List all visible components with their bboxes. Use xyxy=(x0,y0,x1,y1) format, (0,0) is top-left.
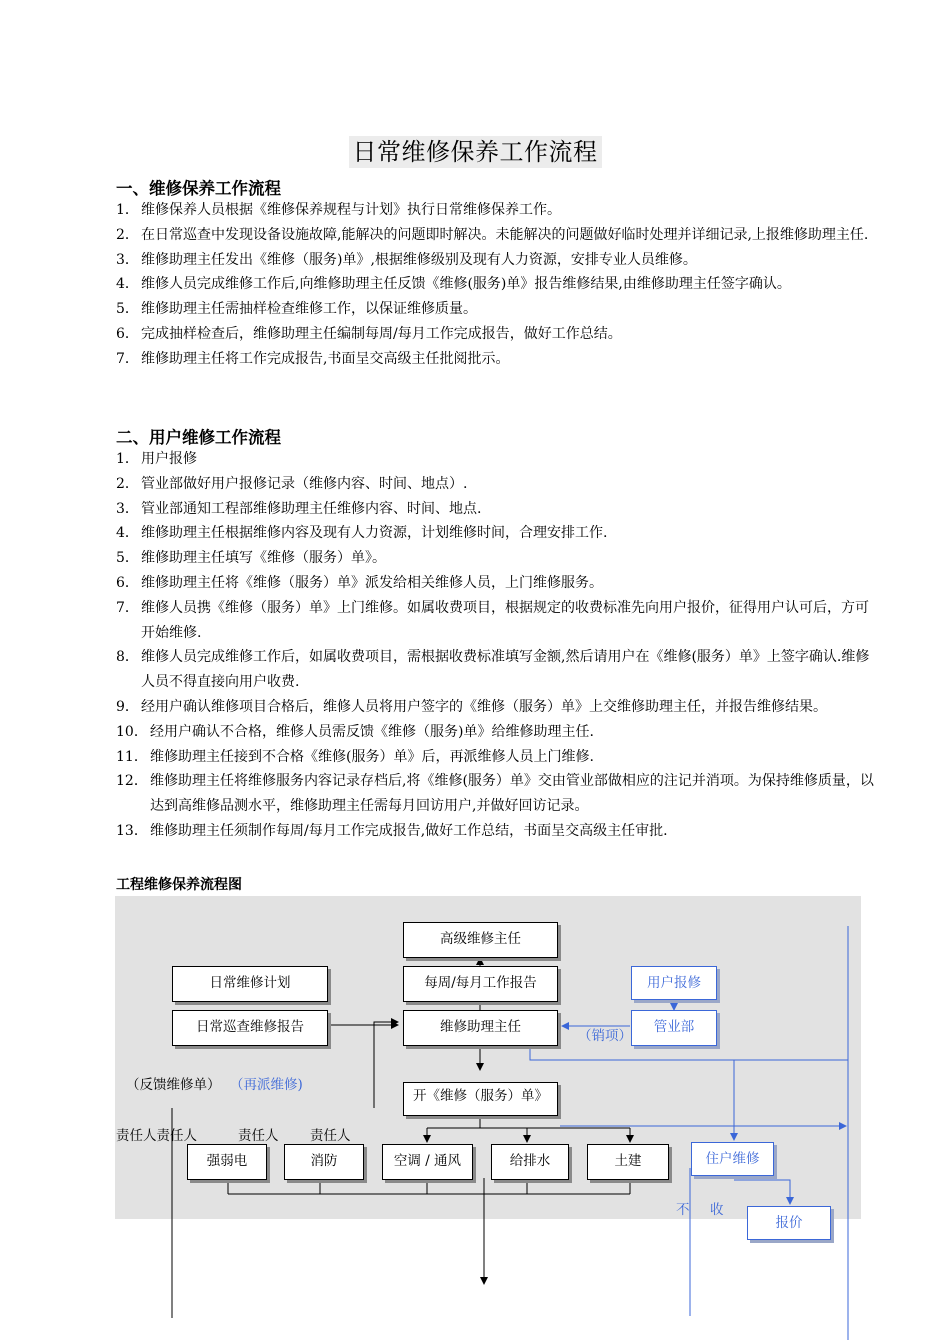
list-item-text: 维修助理主任接到不合格《维修(服务）单》后，再派维修人员上门维修. xyxy=(150,748,594,765)
list-item-text: 维修助理主任将工作完成报告,书面呈交高级主任批阅批示。 xyxy=(141,350,510,367)
list-item-number: 7． xyxy=(116,599,139,616)
label-feedback: （反馈维修单） xyxy=(126,1077,221,1093)
list-item-text: 维修助理主任根据维修内容及现有人力资源，计划维修时间，合理安排工作. xyxy=(141,525,608,542)
list-item-text: 维修保养人员根据《维修保养规程与计划》执行日常维修保养工作。 xyxy=(141,202,561,218)
list-item-number: 4． xyxy=(116,276,139,293)
list-item-text: 经用户确认维修项目合格后，维修人员将用户签字的《维修（服务）单》上交维修助理主任，并报告维修结果。 xyxy=(141,698,827,715)
list-item-number: 2． xyxy=(116,226,139,243)
list-item-number: 5． xyxy=(116,301,139,318)
list-item-text: 维修人员完成维修工作后，如属收费项目，需根据收费标准填写金额,然后请用户在《维修(服务）单》上签字确认.维修人员不得直接向用户收费. xyxy=(141,649,870,691)
box-electrical: 强弱电 xyxy=(187,1144,267,1180)
box-hvac: 空调 / 通风 xyxy=(382,1144,473,1180)
box-daily-inspection: 日常巡查维修报告 xyxy=(172,1010,328,1046)
list-item-text: 在日常巡查中发现设备设施故障,能解决的问题即时解决。未能解决的问题做好临时处理并详细记录,上报维修助理主任. xyxy=(141,226,869,243)
list-item-number: 8． xyxy=(116,649,139,666)
label-responsible-2: 责任人 xyxy=(238,1128,279,1144)
list-item-text: 维修助理主任发出《维修（服务)单》,根据维修级别及现有人力资源，安排专业人员维修。 xyxy=(141,251,697,268)
box-quote: 报价 xyxy=(747,1206,831,1240)
box-senior-supervisor: 高级维修主任 xyxy=(403,922,558,958)
label-responsible-3: 责任人 xyxy=(310,1128,351,1144)
list-item-number: 13． xyxy=(116,822,148,839)
arrow-feedback-loop xyxy=(374,1022,398,1108)
list-item-text: 维修人员携《维修（服务）单》上门维修。如属收费项目，根据规定的收费标准先向用户报价，征得用户认可后，方可开始维修. xyxy=(141,599,869,641)
list-item-number: 10． xyxy=(116,723,148,740)
box-daily-plan: 日常维修计划 xyxy=(172,966,328,1002)
list-item-number: 3． xyxy=(116,251,139,268)
page-title: 日常维修保养工作流程 xyxy=(0,132,950,167)
list-item-text: 经用户确认不合格，维修人员需反馈《维修（服务)单》给维修助理主任. xyxy=(150,723,594,740)
section-2-heading: 二、用户维修工作流程 xyxy=(116,428,281,447)
section-1-heading: 一、维修保养工作流程 xyxy=(116,179,281,198)
list-item-number: 4． xyxy=(116,525,139,542)
label-charge: 收 xyxy=(710,1202,724,1218)
list-item-number: 7． xyxy=(116,350,139,367)
label-no: 不 xyxy=(676,1202,690,1218)
list-item-number: 11． xyxy=(116,748,148,765)
list-item-number: 9． xyxy=(116,698,139,715)
list-item-text: 管业部通知工程部维修助理主任维修内容、时间、地点. xyxy=(141,500,482,517)
list-item-text: 维修助理主任将《维修（服务）单》派发给相关维修人员，上门维修服务。 xyxy=(141,574,603,591)
box-management-dept: 管业部 xyxy=(631,1010,717,1046)
list-item-text: 维修助理主任填写《维修（服务）单》。 xyxy=(141,550,386,567)
list-item-number: 3． xyxy=(116,500,139,517)
list-item-text: 维修助理主任须制作每周/每月工作完成报告,做好工作总结，书面呈交高级主任审批. xyxy=(150,822,668,839)
label-redispatch: （再派维修) xyxy=(230,1077,303,1093)
box-plumbing: 给排水 xyxy=(491,1144,569,1180)
list-item-number: 5． xyxy=(116,550,139,567)
list-item-text: 维修助理主任需抽样检查维修工作，以保证维修质量。 xyxy=(141,301,477,318)
box-weekly-report: 每周/每月工作报告 xyxy=(403,966,558,1002)
box-assistant-supervisor: 维修助理主任 xyxy=(403,1010,558,1046)
list-item-text: 维修人员完成维修工作后,向维修助理主任反馈《维修(服务)单》报告维修结果,由维修助理主任签字确认。 xyxy=(141,276,791,293)
list-item-number: 2． xyxy=(116,475,139,492)
list-item-text: 维修助理主任将维修服务内容记录存档后,将《维修(服务）单》交由管业部做相应的注记并消项。为保持维修质量，以达到高维修品测水平，维修助理主任需每月回访用户,并做好回访记录。 xyxy=(150,773,874,815)
list-item-number: 12． xyxy=(116,773,148,790)
box-open-ticket: 开《维修（服务）单》 xyxy=(403,1082,558,1116)
box-resident-repair: 住户维修 xyxy=(691,1142,774,1176)
list-item-number: 1． xyxy=(116,451,139,467)
list-item-text: 完成抽样检查后，维修助理主任编制每周/每月工作完成报告，做好工作总结。 xyxy=(141,325,622,342)
box-civil: 土建 xyxy=(587,1144,669,1180)
label-cancel: （销项） xyxy=(578,1028,632,1044)
list-item-number: 6． xyxy=(116,574,139,591)
list-item-text: 管业部做好用户报修记录（维修内容、时间、地点）. xyxy=(141,475,468,492)
label-responsible: 责任人责任人 xyxy=(116,1128,197,1144)
list-item-number: 6． xyxy=(116,325,139,342)
list-item-text: 用户报修 xyxy=(141,451,197,467)
flowchart-title: 工程维修保养流程图 xyxy=(116,877,242,893)
box-user-report: 用户报修 xyxy=(631,966,717,1000)
box-fire: 消防 xyxy=(284,1144,364,1180)
list-item-number: 1． xyxy=(116,202,139,218)
